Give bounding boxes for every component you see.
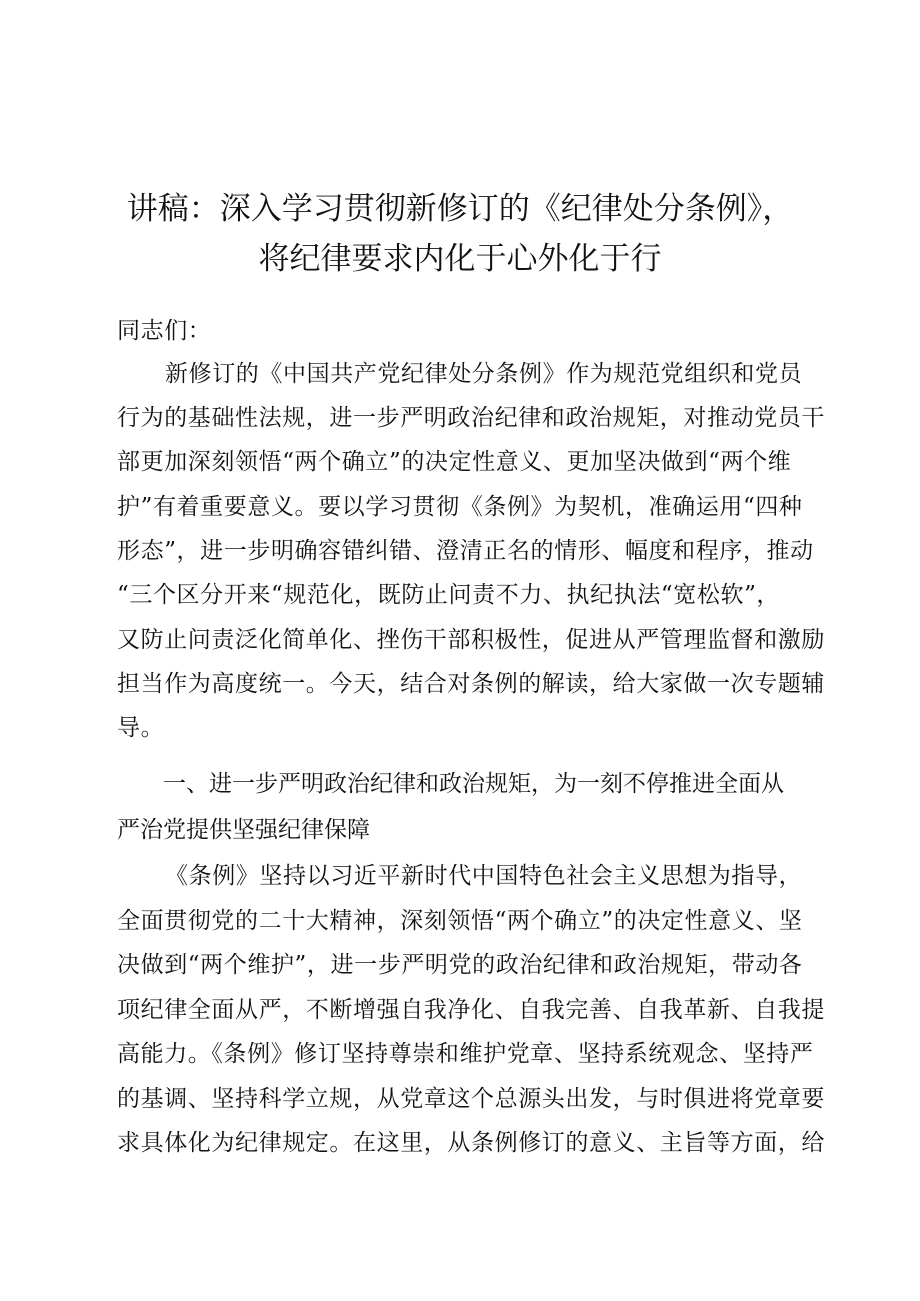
section-body-line: 决做到“两个维护”，进一步严明党的政治纪律和政治规矩，带动各 [117, 952, 803, 978]
intro-line: 新修订的《中国共产党纪律处分条例》作为规范党组织和党员 [165, 361, 803, 387]
intro-line: 行为的基础性法规，进一步严明政治纪律和政治规矩，对推动党员干 [117, 405, 825, 431]
intro-line: 护”有着重要意义。要以学习贯彻《条例》为契机，准确运用“四种 [117, 494, 803, 520]
section-body-line: 求具体化为纪律规定。在这里，从条例修订的意义、主旨等方面，给 [117, 1130, 825, 1156]
intro-line: 形态”，进一步明确容错纠错、澄清正名的情形、幅度和程序，推动 [117, 538, 814, 564]
section-heading-line: 严治党提供坚强纪律保障 [117, 817, 370, 843]
section-body-line: 的基调、坚持科学立规，从党章这个总源头出发，与时俱进将党章要 [117, 1086, 825, 1112]
intro-line: 又防止问责泛化简单化、挫伤干部积极性，促进从严管理监督和激励 [117, 627, 825, 653]
intro-line: 导。 [117, 715, 165, 741]
intro-line: “三个区分开来“规范化，既防止问责不力、执纪执法“宽松软”， [117, 582, 781, 608]
document-title-line-1: 讲稿：深入学习贯彻新修订的《纪律处分条例》， [126, 191, 794, 227]
section-body-line: 项纪律全面从严，不断增强自我净化、自我完善、自我革新、自我提 [117, 997, 825, 1023]
section-body-line: 《条例》坚持以习近平新时代中国特色社会主义思想为指导， [165, 863, 803, 889]
intro-line: 担当作为高度统一。今天，结合对条例的解读，给大家做一次专题辅 [117, 671, 825, 697]
section-heading-line: 一、进一步严明政治纪律和政治规矩，为一刻不停推进全面从 [163, 771, 784, 797]
document-title-line-2: 将纪律要求内化于心外化于行 [258, 241, 662, 277]
section-body-line: 全面贯彻党的二十大精神，深刻领悟“两个确立”的决定性意义、坚 [117, 908, 803, 934]
section-body-line: 高能力。《条例》修订坚持尊崇和维护党章、坚持系统观念、坚持严 [117, 1041, 814, 1067]
salutation: 同志们： [117, 318, 212, 344]
intro-line: 部更加深刻领悟“两个确立”的决定性意义、更加坚决做到“两个维 [117, 449, 792, 475]
